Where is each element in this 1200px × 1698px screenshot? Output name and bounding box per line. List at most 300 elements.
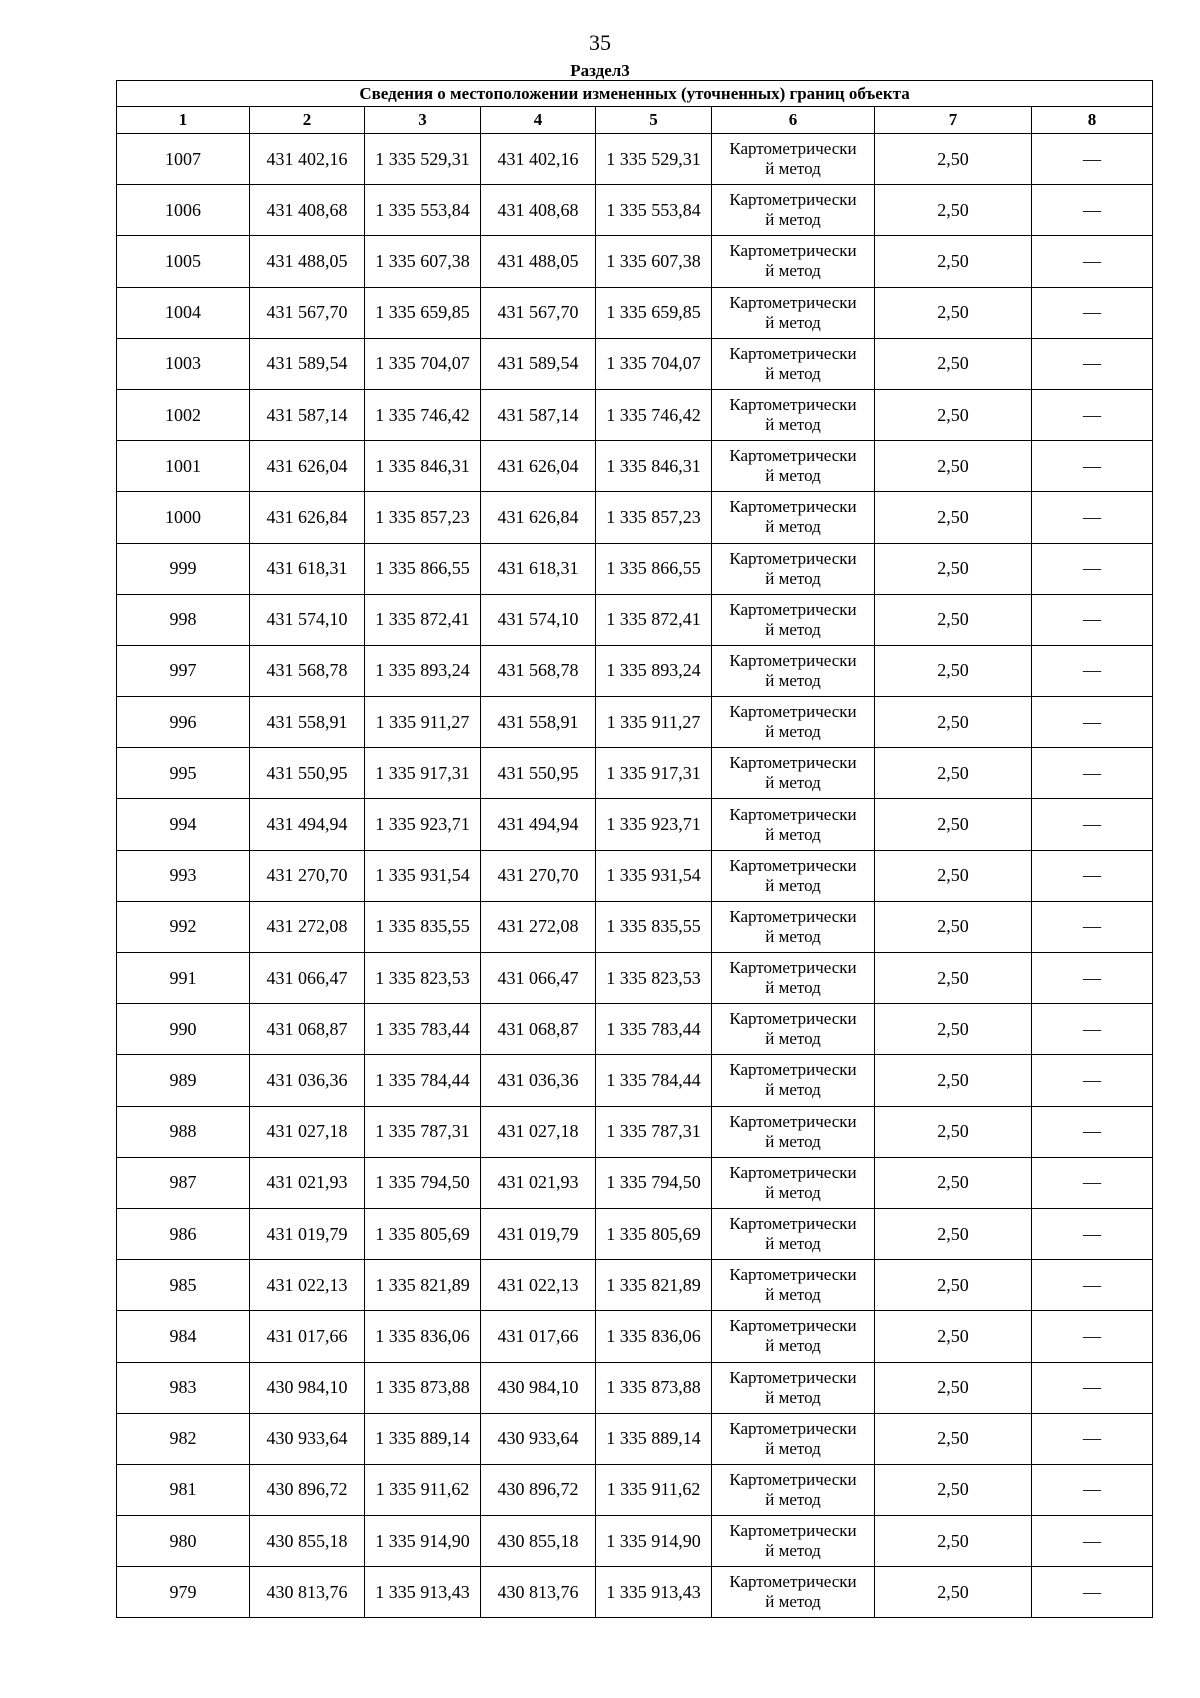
method-cell [712,850,875,901]
y-new-cell: 1 335 914,90 [596,1516,712,1567]
x-old-cell: 431 402,16 [250,134,365,185]
method-line-1: Картометрически [729,1469,857,1489]
method-cell [712,953,875,1004]
y-old-cell: 1 335 931,54 [365,850,481,901]
accuracy-cell: 2,50 [875,748,1032,799]
point-number-cell: 996 [117,697,250,748]
point-number-cell: 983 [117,1362,250,1413]
y-new-cell: 1 335 931,54 [596,850,712,901]
x-new-cell: 431 270,70 [481,850,596,901]
y-old-cell: 1 335 911,27 [365,697,481,748]
accuracy-cell: 2,50 [875,543,1032,594]
accuracy-cell: 2,50 [875,697,1032,748]
method-line-1: Картометрически [729,497,857,517]
point-number-cell: 979 [117,1567,250,1618]
y-old-cell: 1 335 553,84 [365,185,481,236]
y-new-cell: 1 335 911,27 [596,697,712,748]
accuracy-cell: 2,50 [875,338,1032,389]
description-cell: — [1032,953,1153,1004]
y-old-cell: 1 335 787,31 [365,1106,481,1157]
accuracy-cell: 2,50 [875,185,1032,236]
x-old-cell: 431 550,95 [250,748,365,799]
description-cell: — [1032,441,1153,492]
y-old-cell: 1 335 607,38 [365,236,481,287]
method-line-1: Картометрически [729,190,857,210]
method-cell [712,697,875,748]
x-new-cell: 430 984,10 [481,1362,596,1413]
description-cell: — [1032,1055,1153,1106]
y-old-cell: 1 335 746,42 [365,389,481,440]
description-cell: — [1032,185,1153,236]
x-new-cell: 431 488,05 [481,236,596,287]
method-cell [712,901,875,952]
x-new-cell: 431 626,04 [481,441,596,492]
x-old-cell: 431 408,68 [250,185,365,236]
description-cell: — [1032,1260,1153,1311]
method-line-1: Картометрически [729,241,857,261]
point-number-cell: 991 [117,953,250,1004]
y-new-cell: 1 335 746,42 [596,389,712,440]
table-row [117,953,1153,1004]
y-new-cell: 1 335 704,07 [596,338,712,389]
x-old-cell: 431 568,78 [250,645,365,696]
table-row [117,236,1153,287]
description-cell: — [1032,850,1153,901]
x-new-cell: 431 589,54 [481,338,596,389]
description-cell: — [1032,1157,1153,1208]
boundary-coordinates-table [116,80,1153,1618]
x-old-cell: 431 068,87 [250,1004,365,1055]
accuracy-cell: 2,50 [875,1157,1032,1208]
x-old-cell: 430 896,72 [250,1464,365,1515]
method-cell [712,185,875,236]
accuracy-cell: 2,50 [875,389,1032,440]
method-line-2: й метод [765,1131,821,1151]
accuracy-cell: 2,50 [875,1055,1032,1106]
description-cell: — [1032,1464,1153,1515]
method-cell [712,1004,875,1055]
method-line-2: й метод [765,824,821,844]
method-line-2: й метод [765,1182,821,1202]
column-number: 8 [1032,107,1153,134]
y-old-cell: 1 335 821,89 [365,1260,481,1311]
y-new-cell: 1 335 659,85 [596,287,712,338]
point-number-cell: 998 [117,594,250,645]
x-new-cell: 431 626,84 [481,492,596,543]
y-new-cell: 1 335 794,50 [596,1157,712,1208]
point-number-cell: 992 [117,901,250,952]
point-number-cell: 990 [117,1004,250,1055]
table-row [117,1157,1153,1208]
y-new-cell: 1 335 911,62 [596,1464,712,1515]
method-line-1: Картометрически [729,1009,857,1029]
accuracy-cell: 2,50 [875,1567,1032,1618]
x-old-cell: 431 618,31 [250,543,365,594]
x-old-cell: 430 813,76 [250,1567,365,1618]
x-new-cell: 431 568,78 [481,645,596,696]
column-number: 6 [712,107,875,134]
y-new-cell: 1 335 917,31 [596,748,712,799]
y-old-cell: 1 335 794,50 [365,1157,481,1208]
method-line-1: Картометрически [729,1316,857,1336]
y-new-cell: 1 335 784,44 [596,1055,712,1106]
point-number-cell: 1005 [117,236,250,287]
method-line-2: й метод [765,1080,821,1100]
column-number: 3 [365,107,481,134]
point-number-cell: 994 [117,799,250,850]
x-old-cell: 431 022,13 [250,1260,365,1311]
description-cell: — [1032,492,1153,543]
method-line-2: й метод [765,1029,821,1049]
description-cell: — [1032,1516,1153,1567]
description-cell: — [1032,389,1153,440]
method-line-1: Картометрически [729,702,857,722]
y-old-cell: 1 335 529,31 [365,134,481,185]
method-line-1: Картометрически [729,958,857,978]
y-old-cell: 1 335 866,55 [365,543,481,594]
method-line-1: Картометрически [729,1111,857,1131]
description-cell: — [1032,338,1153,389]
accuracy-cell: 2,50 [875,799,1032,850]
x-new-cell: 431 587,14 [481,389,596,440]
accuracy-cell: 2,50 [875,1413,1032,1464]
point-number-cell: 1007 [117,134,250,185]
method-cell [712,799,875,850]
description-cell: — [1032,543,1153,594]
method-line-2: й метод [765,568,821,588]
point-number-cell: 999 [117,543,250,594]
point-number-cell: 1004 [117,287,250,338]
method-line-2: й метод [765,978,821,998]
method-cell [712,1311,875,1362]
x-old-cell: 430 984,10 [250,1362,365,1413]
method-cell [712,287,875,338]
method-line-2: й метод [765,159,821,179]
y-old-cell: 1 335 872,41 [365,594,481,645]
description-cell: — [1032,1004,1153,1055]
y-old-cell: 1 335 659,85 [365,287,481,338]
point-number-cell: 989 [117,1055,250,1106]
method-cell [712,1208,875,1259]
x-old-cell: 431 626,04 [250,441,365,492]
point-number-cell: 984 [117,1311,250,1362]
method-line-2: й метод [765,1387,821,1407]
table-row [117,1004,1153,1055]
point-number-cell: 980 [117,1516,250,1567]
y-new-cell: 1 335 857,23 [596,492,712,543]
method-line-1: Картометрически [729,1214,857,1234]
method-line-1: Картометрически [729,1572,857,1592]
method-line-1: Картометрически [729,1265,857,1285]
accuracy-cell: 2,50 [875,1464,1032,1515]
method-line-1: Картометрически [729,446,857,466]
method-line-2: й метод [765,312,821,332]
table-row [117,1516,1153,1567]
method-line-2: й метод [765,875,821,895]
accuracy-cell: 2,50 [875,1106,1032,1157]
x-new-cell: 430 813,76 [481,1567,596,1618]
method-line-1: Картометрически [729,1162,857,1182]
y-old-cell: 1 335 846,31 [365,441,481,492]
method-line-2: й метод [765,1285,821,1305]
x-new-cell: 430 933,64 [481,1413,596,1464]
table-row [117,492,1153,543]
x-new-cell: 431 019,79 [481,1208,596,1259]
x-old-cell: 431 567,70 [250,287,365,338]
x-old-cell: 431 574,10 [250,594,365,645]
x-new-cell: 431 408,68 [481,185,596,236]
point-number-cell: 981 [117,1464,250,1515]
x-new-cell: 431 574,10 [481,594,596,645]
column-number: 1 [117,107,250,134]
description-cell: — [1032,134,1153,185]
y-old-cell: 1 335 923,71 [365,799,481,850]
y-old-cell: 1 335 914,90 [365,1516,481,1567]
table-row [117,901,1153,952]
table-row [117,1260,1153,1311]
method-cell [712,1106,875,1157]
y-new-cell: 1 335 866,55 [596,543,712,594]
method-line-2: й метод [765,1234,821,1254]
column-number: 5 [596,107,712,134]
description-cell: — [1032,697,1153,748]
point-number-cell: 995 [117,748,250,799]
x-new-cell: 431 558,91 [481,697,596,748]
section-title: Раздел3 [570,61,630,80]
table-row [117,543,1153,594]
x-new-cell: 431 017,66 [481,1311,596,1362]
table-body [117,134,1153,1618]
x-new-cell: 431 066,47 [481,953,596,1004]
accuracy-cell: 2,50 [875,1004,1032,1055]
method-cell [712,543,875,594]
y-old-cell: 1 335 857,23 [365,492,481,543]
point-number-cell: 1003 [117,338,250,389]
table-row [117,1055,1153,1106]
x-old-cell: 431 021,93 [250,1157,365,1208]
x-old-cell: 431 272,08 [250,901,365,952]
y-old-cell: 1 335 783,44 [365,1004,481,1055]
description-cell: — [1032,645,1153,696]
x-old-cell: 431 626,84 [250,492,365,543]
method-line-1: Картометрически [729,804,857,824]
description-cell: — [1032,1208,1153,1259]
method-line-2: й метод [765,1541,821,1561]
description-cell: — [1032,1106,1153,1157]
x-old-cell: 431 066,47 [250,953,365,1004]
description-cell: — [1032,1567,1153,1618]
x-old-cell: 431 019,79 [250,1208,365,1259]
description-cell: — [1032,901,1153,952]
column-number: 4 [481,107,596,134]
method-line-2: й метод [765,1592,821,1612]
method-line-2: й метод [765,261,821,281]
column-number: 7 [875,107,1032,134]
accuracy-cell: 2,50 [875,594,1032,645]
point-number-cell: 1001 [117,441,250,492]
y-old-cell: 1 335 784,44 [365,1055,481,1106]
table-row [117,441,1153,492]
y-new-cell: 1 335 872,41 [596,594,712,645]
table-row [117,389,1153,440]
y-new-cell: 1 335 821,89 [596,1260,712,1311]
x-new-cell: 431 272,08 [481,901,596,952]
table-row [117,338,1153,389]
y-new-cell: 1 335 553,84 [596,185,712,236]
method-line-2: й метод [765,415,821,435]
table-row [117,287,1153,338]
method-line-1: Картометрически [729,1521,857,1541]
y-new-cell: 1 335 873,88 [596,1362,712,1413]
x-new-cell: 431 550,95 [481,748,596,799]
y-old-cell: 1 335 836,06 [365,1311,481,1362]
method-cell [712,1516,875,1567]
point-number-cell: 993 [117,850,250,901]
method-line-1: Картометрически [729,855,857,875]
y-old-cell: 1 335 913,43 [365,1567,481,1618]
x-new-cell: 431 021,93 [481,1157,596,1208]
table-row [117,1567,1153,1618]
method-line-2: й метод [765,466,821,486]
point-number-cell: 997 [117,645,250,696]
table-row [117,697,1153,748]
method-cell [712,1260,875,1311]
table-row [117,594,1153,645]
x-new-cell: 431 618,31 [481,543,596,594]
y-old-cell: 1 335 893,24 [365,645,481,696]
x-old-cell: 431 270,70 [250,850,365,901]
method-line-2: й метод [765,1438,821,1458]
x-new-cell: 431 036,36 [481,1055,596,1106]
y-new-cell: 1 335 836,06 [596,1311,712,1362]
y-old-cell: 1 335 835,55 [365,901,481,952]
table-row [117,1311,1153,1362]
column-number: 2 [250,107,365,134]
method-line-1: Картометрически [729,343,857,363]
table-row [117,850,1153,901]
method-cell [712,441,875,492]
description-cell: — [1032,594,1153,645]
accuracy-cell: 2,50 [875,645,1032,696]
y-old-cell: 1 335 805,69 [365,1208,481,1259]
point-number-cell: 987 [117,1157,250,1208]
method-line-1: Картометрически [729,1367,857,1387]
description-cell: — [1032,287,1153,338]
y-new-cell: 1 335 913,43 [596,1567,712,1618]
x-new-cell: 431 068,87 [481,1004,596,1055]
y-old-cell: 1 335 823,53 [365,953,481,1004]
method-cell [712,1157,875,1208]
x-old-cell: 431 587,14 [250,389,365,440]
method-cell [712,1055,875,1106]
point-number-cell: 986 [117,1208,250,1259]
method-line-1: Картометрически [729,650,857,670]
method-cell [712,594,875,645]
y-new-cell: 1 335 893,24 [596,645,712,696]
y-new-cell: 1 335 805,69 [596,1208,712,1259]
accuracy-cell: 2,50 [875,1311,1032,1362]
accuracy-cell: 2,50 [875,492,1032,543]
method-line-2: й метод [765,1336,821,1356]
x-new-cell: 430 855,18 [481,1516,596,1567]
description-cell: — [1032,748,1153,799]
accuracy-cell: 2,50 [875,850,1032,901]
x-old-cell: 430 933,64 [250,1413,365,1464]
y-new-cell: 1 335 783,44 [596,1004,712,1055]
method-cell [712,492,875,543]
method-line-1: Картометрически [729,1418,857,1438]
accuracy-cell: 2,50 [875,1362,1032,1413]
y-old-cell: 1 335 911,62 [365,1464,481,1515]
table-row [117,185,1153,236]
accuracy-cell: 2,50 [875,236,1032,287]
description-cell: — [1032,236,1153,287]
method-line-2: й метод [765,517,821,537]
description-cell: — [1032,799,1153,850]
method-line-2: й метод [765,670,821,690]
accuracy-cell: 2,50 [875,287,1032,338]
method-cell [712,748,875,799]
x-old-cell: 431 488,05 [250,236,365,287]
method-line-2: й метод [765,722,821,742]
y-old-cell: 1 335 704,07 [365,338,481,389]
method-line-1: Картометрически [729,395,857,415]
accuracy-cell: 2,50 [875,901,1032,952]
y-old-cell: 1 335 889,14 [365,1413,481,1464]
method-cell [712,1567,875,1618]
method-cell [712,1413,875,1464]
method-line-1: Картометрически [729,1060,857,1080]
method-cell [712,645,875,696]
point-number-cell: 982 [117,1413,250,1464]
table-row [117,1208,1153,1259]
x-old-cell: 431 494,94 [250,799,365,850]
method-cell [712,1362,875,1413]
method-line-1: Картометрически [729,753,857,773]
accuracy-cell: 2,50 [875,1208,1032,1259]
x-old-cell: 431 036,36 [250,1055,365,1106]
y-new-cell: 1 335 529,31 [596,134,712,185]
method-cell [712,134,875,185]
method-line-2: й метод [765,210,821,230]
accuracy-cell: 2,50 [875,134,1032,185]
x-old-cell: 430 855,18 [250,1516,365,1567]
point-number-cell: 985 [117,1260,250,1311]
accuracy-cell: 2,50 [875,953,1032,1004]
y-old-cell: 1 335 873,88 [365,1362,481,1413]
y-new-cell: 1 335 823,53 [596,953,712,1004]
method-line-1: Картометрически [729,599,857,619]
description-cell: — [1032,1362,1153,1413]
x-old-cell: 431 558,91 [250,697,365,748]
table-row [117,1413,1153,1464]
accuracy-cell: 2,50 [875,441,1032,492]
point-number-cell: 1006 [117,185,250,236]
method-line-2: й метод [765,619,821,639]
method-line-1: Картометрически [729,139,857,159]
y-new-cell: 1 335 923,71 [596,799,712,850]
point-number-cell: 988 [117,1106,250,1157]
table-row [117,748,1153,799]
y-new-cell: 1 335 846,31 [596,441,712,492]
x-old-cell: 431 017,66 [250,1311,365,1362]
method-line-1: Картометрически [729,292,857,312]
x-new-cell: 431 027,18 [481,1106,596,1157]
method-line-1: Картометрически [729,548,857,568]
table-row [117,645,1153,696]
table-row [117,134,1153,185]
y-old-cell: 1 335 917,31 [365,748,481,799]
